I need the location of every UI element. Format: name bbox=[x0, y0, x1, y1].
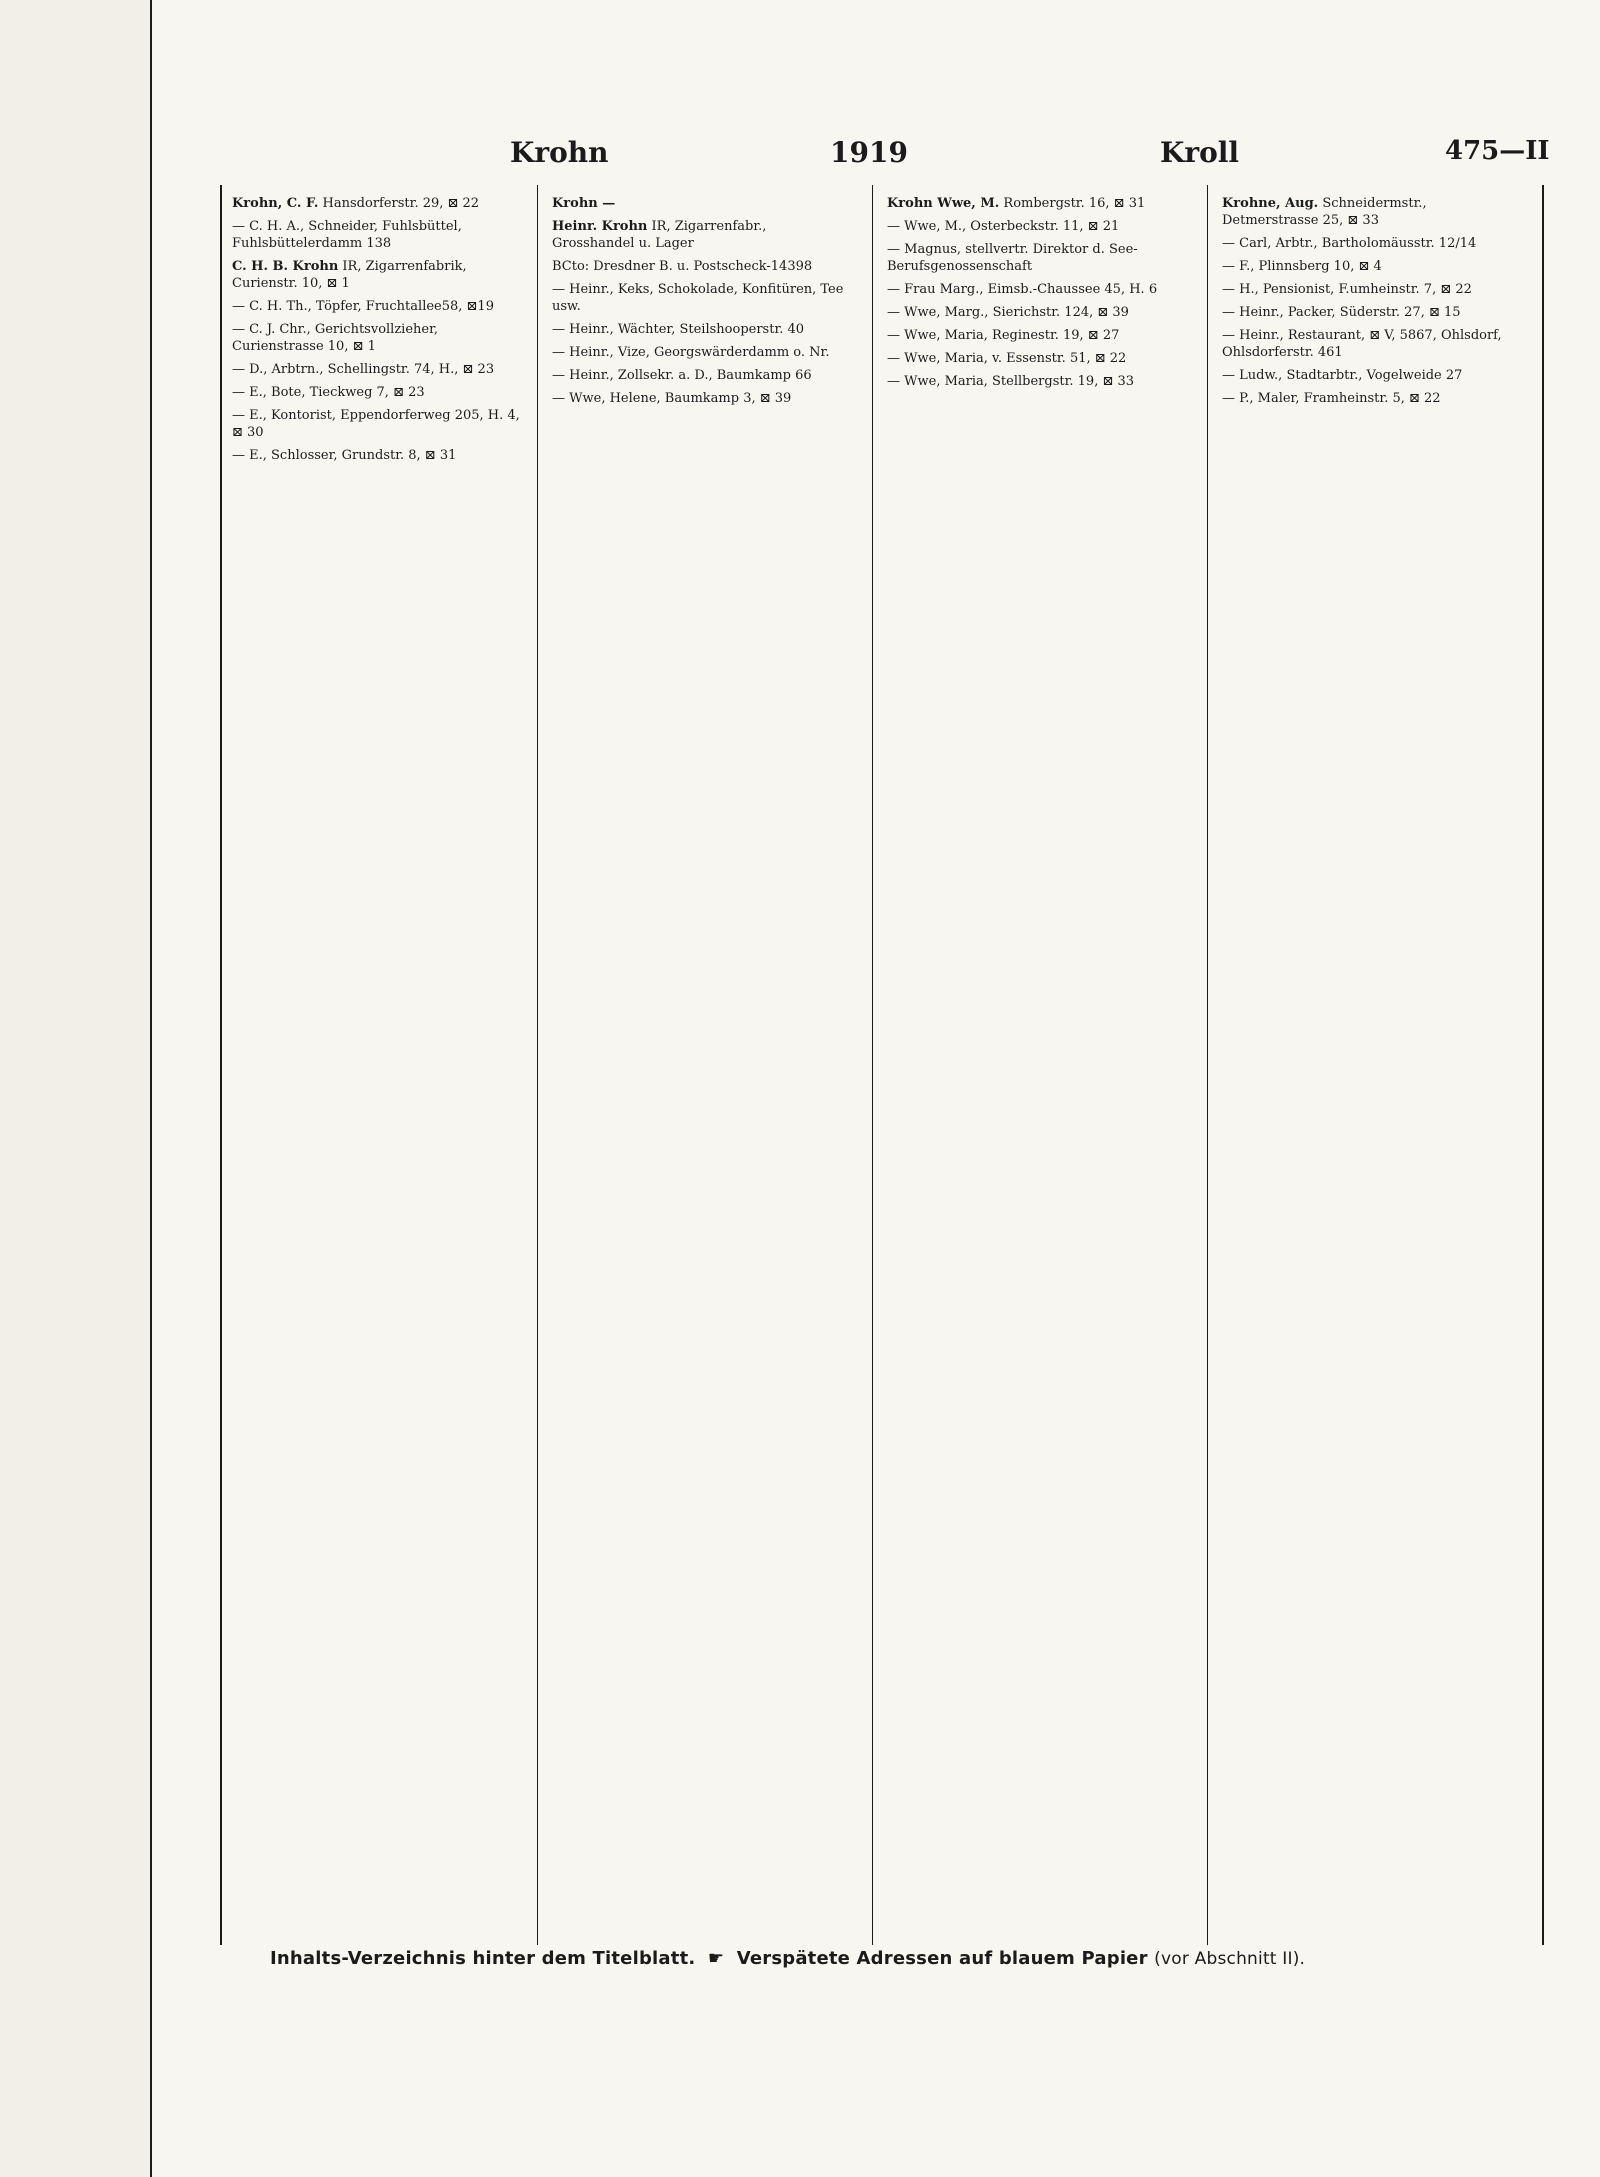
entry-7: — Wwe, Maria, v. Essenstr. 51, ⊠ 22 bbox=[887, 351, 1127, 366]
entry-6: — Heinr., Restaurant, ⊠ V, 5867, Ohlsdorf, Ohlsdorferstr. 461 bbox=[1222, 328, 1502, 360]
entry-3: — F., Plinnsberg 10, ⊠ 4 bbox=[1222, 259, 1382, 274]
entry-5: — Heinr., Packer, Süderstr. 27, ⊠ 15 bbox=[1222, 305, 1461, 320]
footer bbox=[270, 1948, 1510, 1978]
entry-7: — Heinr., Zollsekr. a. D., Baumkamp 66 bbox=[552, 368, 812, 383]
column-1 bbox=[232, 195, 532, 470]
entry-5: — Heinr., Wächter, Steilshooperstr. 40 bbox=[552, 322, 805, 337]
column-divider-3 bbox=[1207, 185, 1208, 1945]
entry-5: — C. J. Chr., Gerichtsvollzieher, Curienstrasse 10, ⊠ 1 bbox=[232, 322, 439, 354]
entry-3: BCto: Dresdner B. u. Postscheck-14398 bbox=[552, 259, 813, 274]
entry-4: — C. H. Th., Töpfer, Fruchtallee58, ⊠19 bbox=[232, 299, 494, 314]
entry-8: — Wwe, Helene, Baumkamp 3, ⊠ 39 bbox=[552, 391, 792, 406]
footer-left: Inhalts-Verzeichnis hinter dem Titelblatt. bbox=[270, 1948, 696, 1969]
header-page-number: 475—II bbox=[1445, 136, 1550, 166]
entry-8: — Wwe, Maria, Stellbergstr. 19, ⊠ 33 bbox=[887, 374, 1135, 389]
entry-1: Krohn Wwe, M. Rombergstr. 16, ⊠ 31 bbox=[887, 196, 1146, 211]
entry-4: — Heinr., Keks, Schokolade, Konfitüren, Tee usw. bbox=[552, 282, 844, 314]
entry-7: — Ludw., Stadtarbtr., Vogelweide 27 bbox=[1222, 368, 1463, 383]
entry-2: — C. H. A., Schneider, Fuhlsbüttel, Fuhlsbüttelerdamm 138 bbox=[232, 219, 462, 251]
left-gutter bbox=[0, 0, 152, 2177]
entry-5: — Wwe, Marg., Sierichstr. 124, ⊠ 39 bbox=[887, 305, 1129, 320]
entry-1: Krohn — bbox=[552, 196, 616, 211]
column-2 bbox=[552, 195, 852, 413]
header-left: Krohn bbox=[510, 136, 609, 169]
entry-8: — P., Maler, Framheinstr. 5, ⊠ 22 bbox=[1222, 391, 1441, 406]
entry-8: — E., Kontorist, Eppendorferweg 205, H. 4, ⊠ 30 bbox=[232, 408, 520, 440]
entry-4: — H., Pensionist, F.umheinstr. 7, ⊠ 22 bbox=[1222, 282, 1472, 297]
header-right: Kroll bbox=[1160, 136, 1240, 169]
entry-1: Krohn, C. F. Hansdorferstr. 29, ⊠ 22 bbox=[232, 196, 480, 211]
column-3 bbox=[887, 195, 1187, 396]
entry-9: — E., Schlosser, Grundstr. 8, ⊠ 31 bbox=[232, 448, 457, 463]
footer-middle: Verspätete Adressen auf blauem Papier bbox=[736, 1948, 1148, 1969]
footer-right: (vor Abschnitt II). bbox=[1154, 1949, 1306, 1969]
entry-4: — Frau Marg., Eimsb.-Chaussee 45, H. 6 bbox=[887, 282, 1158, 297]
entry-6: — D., Arbtrn., Schellingstr. 74, H., ⊠ 23 bbox=[232, 362, 495, 377]
entry-2: — Carl, Arbtr., Bartholomäusstr. 12/14 bbox=[1222, 236, 1477, 251]
entry-6: — Heinr., Vize, Georgswärderdamm o. Nr. bbox=[552, 345, 830, 360]
entry-1: Krohne, Aug. Schneidermstr., Detmerstrasse 25, ⊠ 33 bbox=[1222, 196, 1427, 228]
entry-3: — Magnus, stellvertr. Direktor d. See-Berufsgenossenschaft bbox=[887, 242, 1138, 274]
column-4 bbox=[1222, 195, 1522, 413]
entry-2: — Wwe, M., Osterbeckstr. 11, ⊠ 21 bbox=[887, 219, 1120, 234]
entry-3: C. H. B. Krohn IR, Zigarrenfabrik, Curienstr. 10, ⊠ 1 bbox=[232, 259, 467, 291]
pointer-icon: ☛ bbox=[707, 1948, 725, 1969]
entry-6: — Wwe, Maria, Reginestr. 19, ⊠ 27 bbox=[887, 328, 1120, 343]
entry-7: — E., Bote, Tieckweg 7, ⊠ 23 bbox=[232, 385, 425, 400]
entry-2: Heinr. Krohn IR, Zigarrenfabr., Grosshandel u. Lager bbox=[552, 219, 767, 251]
directory-frame bbox=[220, 185, 1544, 1945]
column-divider-2 bbox=[872, 185, 873, 1945]
column-divider-1 bbox=[537, 185, 538, 1945]
header bbox=[210, 136, 1570, 186]
header-center: 1919 bbox=[830, 136, 908, 169]
